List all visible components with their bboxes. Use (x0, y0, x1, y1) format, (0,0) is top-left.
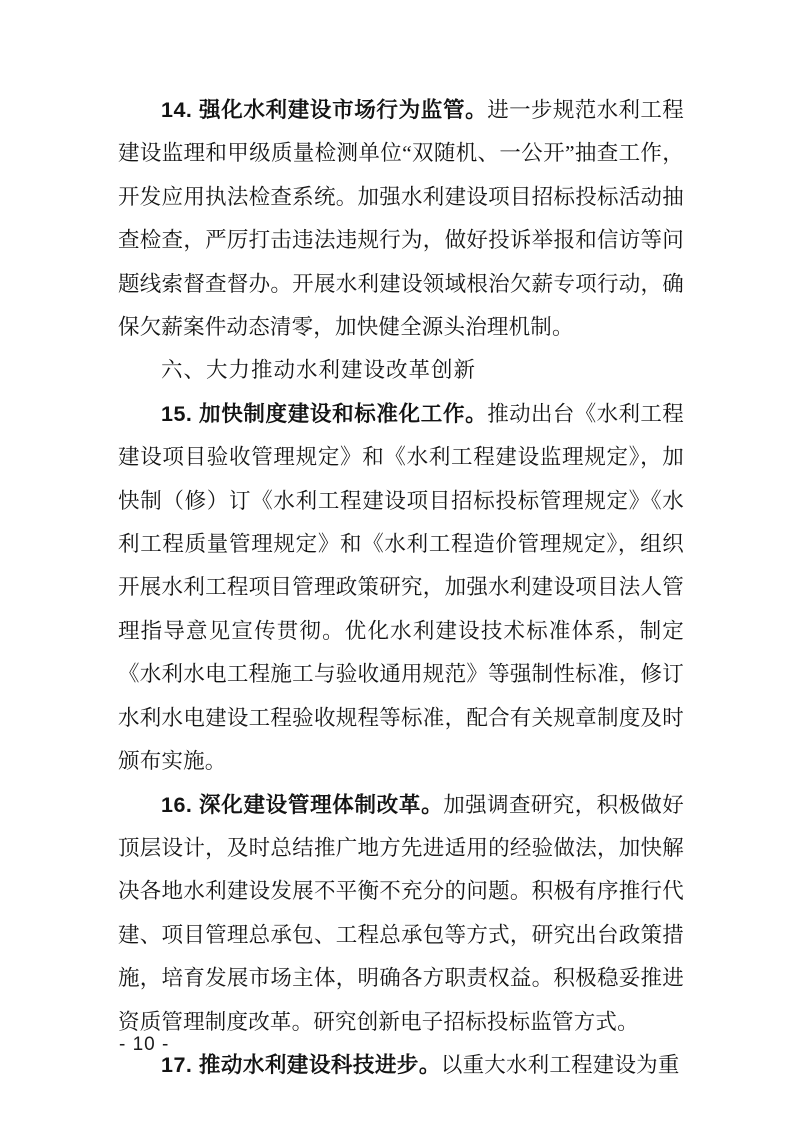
item-17-text: 以重大水利工程建设为重 (440, 1052, 680, 1077)
item-17-heading: 17. 推动水利建设科技进步。 (161, 1052, 441, 1077)
item-15-heading: 15. 加快制度建设和标准化工作。 (161, 401, 488, 426)
item-14-heading: 14. 强化水利建设市场行为监管。 (161, 98, 488, 122)
paragraph-item-16 (118, 784, 684, 1044)
item-15-text: 推动出台《水利工程建设项目验收管理规定》和《水利工程建设监理规定》，加快制（修）订《水利工程建设项目招标投标管理规定》《水利工程质量管理规定》和《水利工程造价管理规定》，组织开展水利工程项目管理政策研究，加强水利建设项目法人管理指导意见宣传贯彻。优化水利建设技术标准体系，制定《水利水电工程施工与验收通用规范》等强制性标准，修订水利水电建设工程验收规程等标准，配合有关规章制度及时颁布实施。 (118, 401, 684, 774)
page-number: - 10 - (119, 1034, 170, 1055)
paragraph-item-17 (118, 1044, 684, 1087)
item-14-text: 进一步规范水利工程建设监理和甲级质量检测单位“双随机、一公开”抽查工作，开发应用执法检查系统。加强水利建设项目招标投标活动抽查检查，严厉打击违法违规行为，做好投诉举报和信访等问题线索督查督办。开展水利建设领域根治欠薪专项行动，确保欠薪案件动态清零，加快健全源头治理机制。 (118, 98, 684, 340)
paragraph-item-14 (118, 89, 684, 349)
paragraph-item-15 (118, 393, 684, 784)
document-body (118, 89, 684, 1087)
section-heading-6: 六、大力推动水利建设改革创新 (161, 358, 477, 383)
item-16-heading: 16. 深化建设管理体制改革。 (161, 792, 444, 817)
item-16-text: 加强调查研究，积极做好顶层设计，及时总结推广地方先进适用的经验做法，加快解决各地水利建设发展不平衡不充分的问题。积极有序推行代建、项目管理总承包、工程总承包等方式，研究出台政策措施，培育发展市场主体，明确各方职责权益。积极稳妥推进资质管理制度改革。研究创新电子招标投标监管方式。 (118, 792, 684, 1034)
